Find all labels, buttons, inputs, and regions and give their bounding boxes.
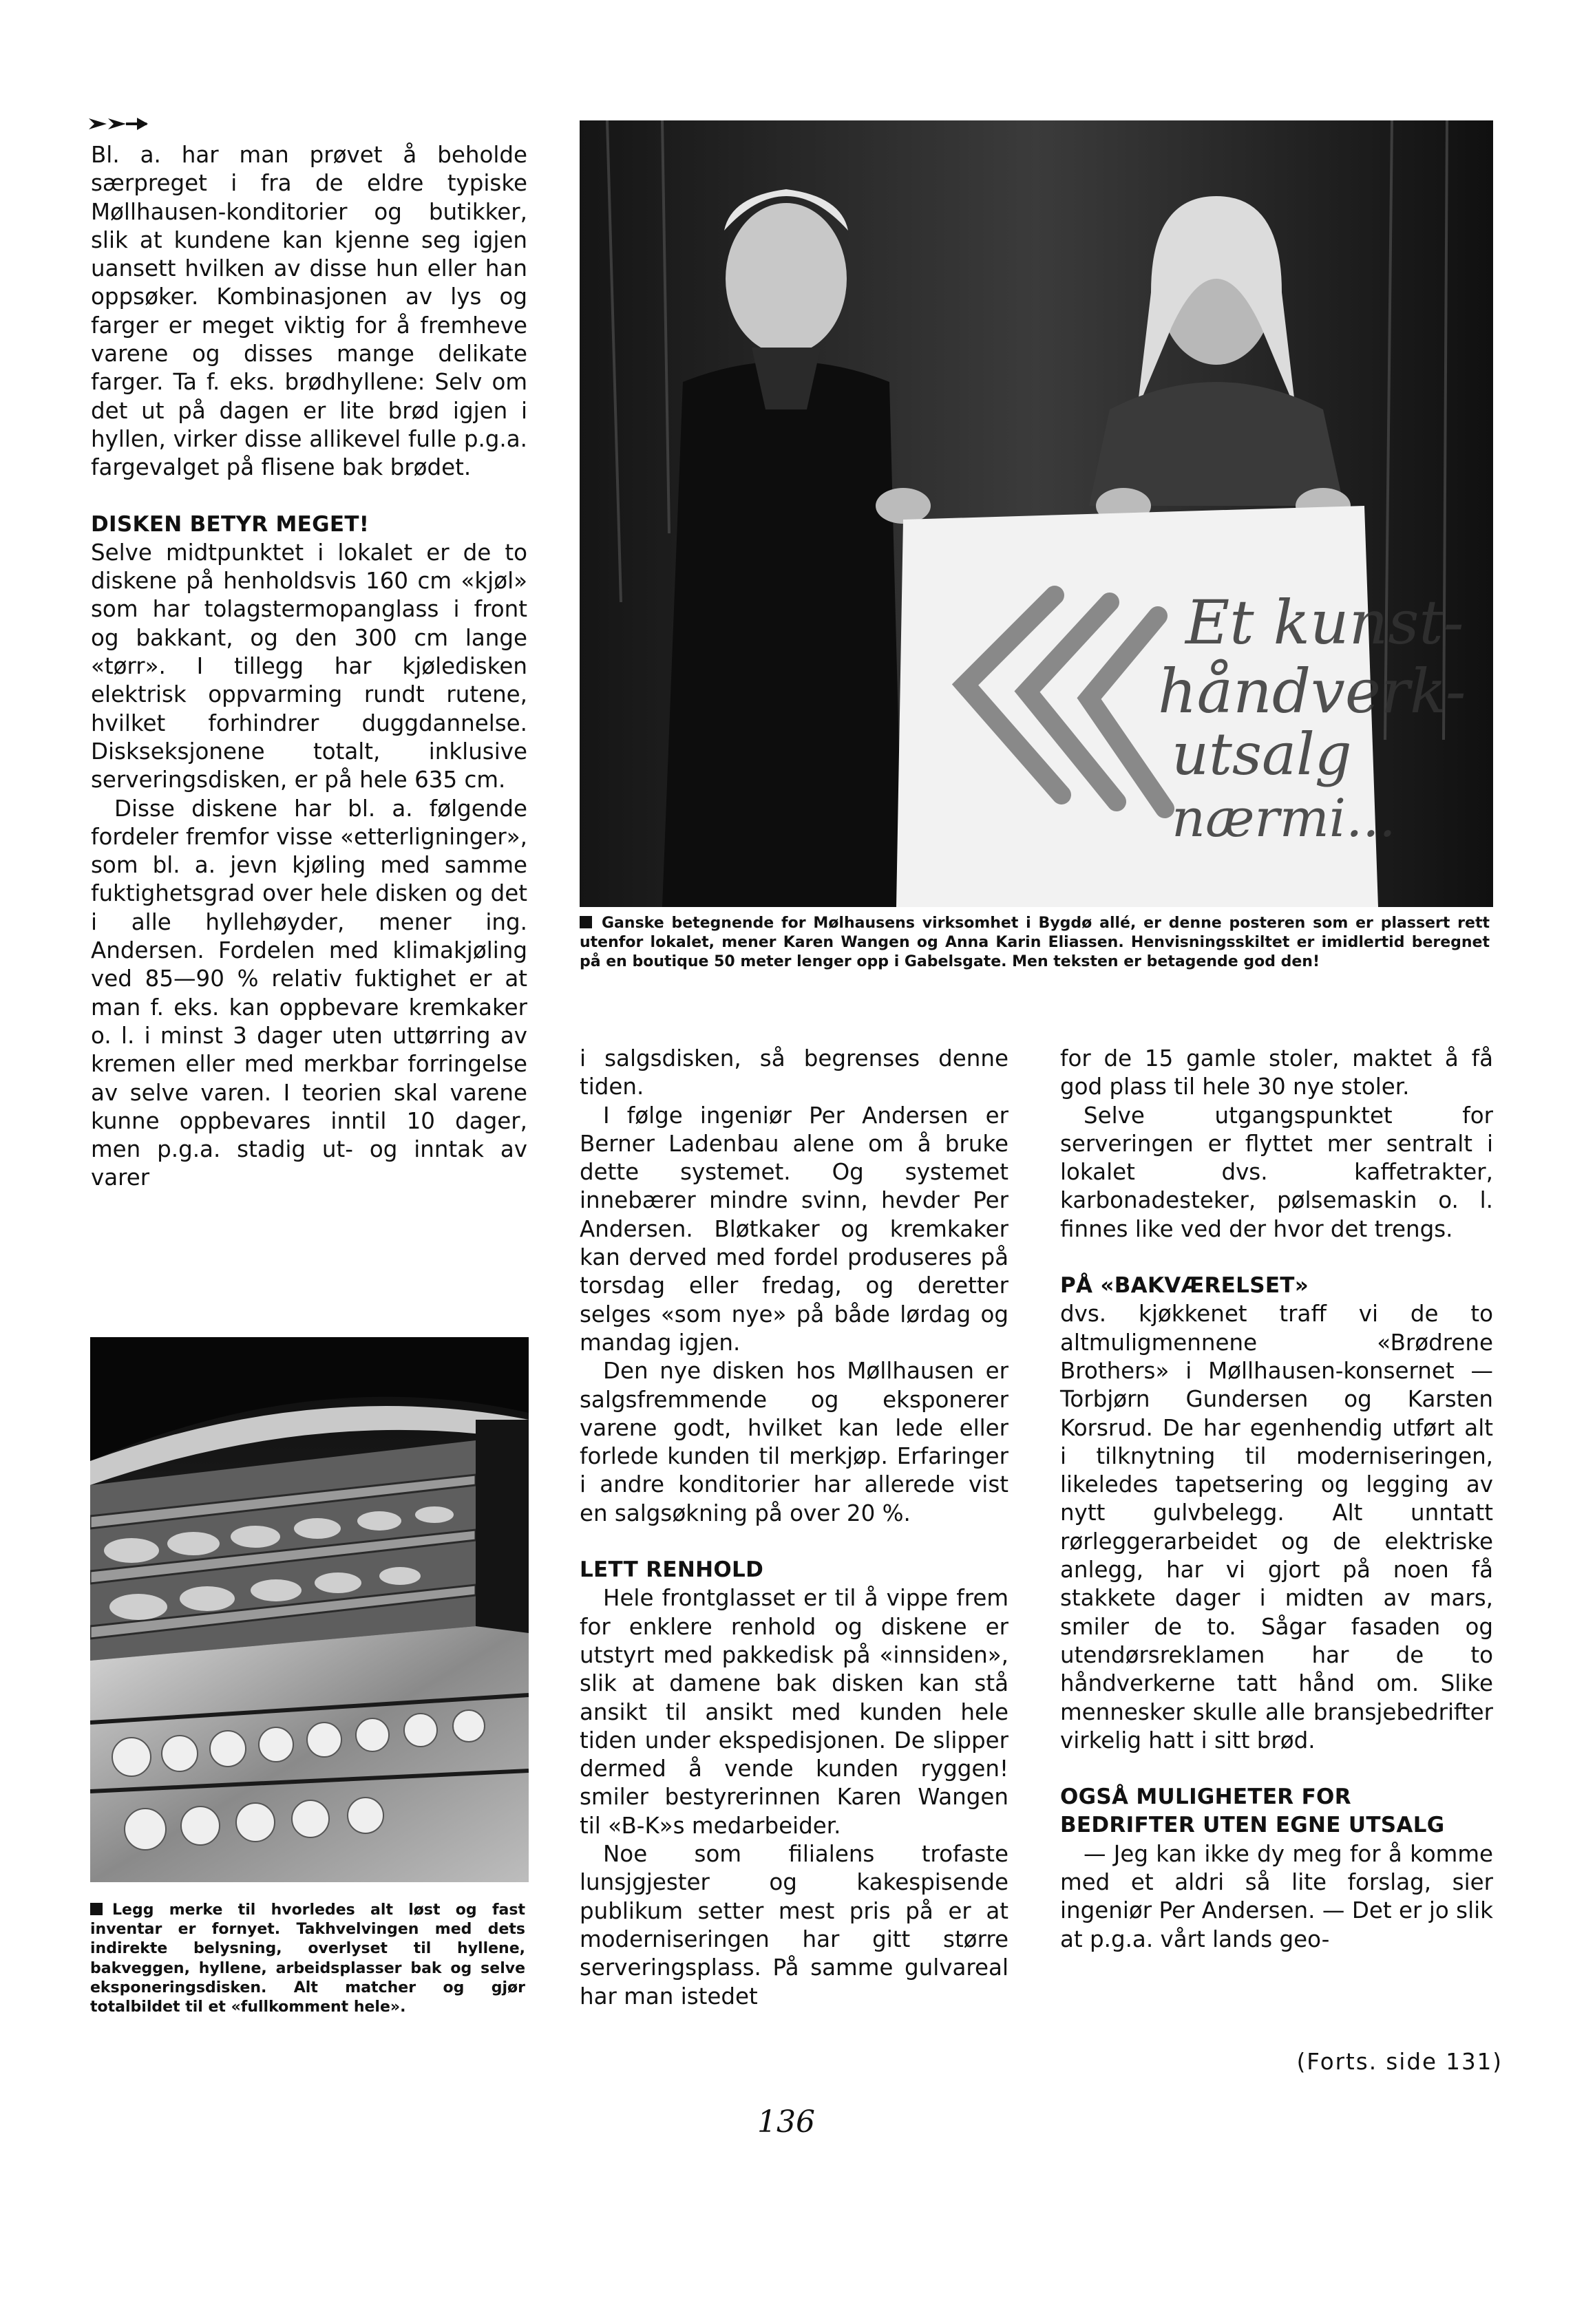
paragraph: dvs. kjøkkenet traff vi de to altmuligmennene «Brødrene Brothers» i Møllhausen-konsernet — Torbjørn Gundersen og Karsten Korsrud. De har egenhendig utført alt i tilknytning til moderniseringen, likeledes tapetsering og legging av nytt gulvbelegg. Alt unntatt rørleggerarbeidet og de elektriske anlegg, har vi gjort på noen få stakkete dager i midten av mars, smiler de to. Sågar fasaden og utendørsreklamen har de to håndverkerne tatt hånd om. Slike mennesker skulle alle bransjebedrifter virkelig hatt i sitt brød.: [1060, 1301, 1493, 1753]
caption-bullet-icon: [580, 916, 592, 928]
paragraph: i salgsdisken, så begrenses denne tiden.: [580, 1045, 1008, 1100]
paragraph: Disse diskene har bl. a. følgende fordeler fremfor visse «etterligninger», som bl. a. jevn kjøling med samme fuktighetsgrad over hele disken og det i alle hyllehøyder, mener ing. Andersen. Fordelen med klimakjøling ved 85—90 % relativ fuktighet er at man f. eks. kan oppbevare kremkaker o. l. i minst 3 dager uten uttørring av kremen eller med merkbar forringelse av selve varen. I teorien skal varene kunne oppbevares inntil 10 dager, men p.g.a. stadig ut- og inntak av varer: [91, 795, 527, 1191]
page-number: 136: [757, 2104, 815, 2140]
heading-lett-renhold: LETT RENHOLD: [580, 1557, 764, 1583]
poster-text-line: utsalg: [1172, 721, 1352, 788]
heading-bakvaerelset: PÅ «BAKVÆRELSET»: [1060, 1273, 1309, 1299]
caption-poster: [580, 914, 1490, 972]
continued-note: (Forts. side 131): [1296, 2049, 1503, 2075]
caption-text: Legg merke til hvorledes alt løst og fast inventar er fornyet. Takhvelvingen med dets indirekte belysning, overlyset til hyllene, bakveggen, hyllene, arbeidsplasser bak og selve eksponeringsdisken. Alt matcher og gjør totalbildet til et «fullkomment hele».: [90, 1901, 525, 2016]
paragraph: Selve midtpunktet i lokalet er de to diskene på henholdsvis 160 cm «kjøl» som har tolagstermopanglass i front og bakkant, og den 300 cm lange «tørr». I tillegg har kjøledisken elektrisk oppvarming rundt rutene, hvilket forhindrer duggdannelse. Diskseksjonene totalt, inklusive serveringsdisken, er på hele 635 cm.: [91, 539, 527, 793]
caption-bakery-counter: [90, 1901, 525, 2017]
heading-disken-betyr-meget: DISKEN BETYR MEGET!: [91, 511, 370, 537]
column-middle: [580, 1045, 1008, 2011]
paragraph: I følge ingeniør Per Andersen er Berner Ladenbau alene om å bruke dette systemet. Og systemet innebærer mindre svinn, hevder Per Andersen. Bløtkaker og kremkaker kan derved med fordel produseres på torsdag eller fredag, og deretter selges «som nye» på både lørdag og mandag igjen.: [580, 1102, 1008, 1356]
photo-women-with-poster: [580, 120, 1493, 907]
paragraph: — Jeg kan ikke dy meg for å komme med et aldri så lite forslag, sier ingeniør Per Andersen. — Det er jo slik at p.g.a. vårt lands geo-: [1060, 1840, 1493, 1952]
caption-bullet-icon: [90, 1903, 103, 1915]
poster-text-line: Et kunst-: [1185, 587, 1464, 658]
photo-bakery-counter: [90, 1337, 529, 1882]
paragraph: Hele frontglasset er til å vippe frem for enklere renhold og diskene er utstyrt med pakkedisk på «innsiden», slik at damene bak disken kan stå ansikt til ansikt med kunden hele tiden under ekspedisjonen. De slipper dermed å vende kunden ryggen! smiler bestyrerinnen Karen Wangen til «B-K»s medarbeider.: [580, 1585, 1008, 1839]
poster-text-line: nærmi...: [1172, 787, 1396, 849]
poster-text-line: håndverk-: [1158, 656, 1466, 727]
paragraph: for de 15 gamle stoler, maktet å få god plass til hele 30 nye stoler.: [1060, 1045, 1493, 1100]
heading-ogsa-muligheter: OGSÅ MULIGHETER FOR BEDRIFTER UTEN EGNE UTSALG: [1060, 1784, 1445, 1838]
continuation-arrow-icon: [87, 115, 149, 133]
column-left: [91, 141, 527, 1193]
column-right: [1060, 1045, 1493, 1954]
paragraph: Den nye disken hos Møllhausen er salgsfremmende og eksponerer varene godt, hvilket kan lede eller forlede kunden til merkjøp. Erfaringer i andre konditorier har allerede vist en salgsøkning på over 20 %.: [580, 1358, 1008, 1526]
paragraph: Noe som filialens trofaste lunsjgjester og kakespisende publikum setter mest pris på er at moderniseringen har gitt større serveringsplass. På samme gulvareal har man istedet: [580, 1841, 1008, 2009]
caption-text: Ganske betegnende for Mølhausens virksomhet i Bygdø allé, er denne posteren som er plassert rett utenfor lokalet, mener Karen Wangen og Anna Karin Eliassen. Henvisningsskiltet er imidlertid beregnet på en boutique 50 meter lenger opp i Gabelsgate. Men teksten er betagende god den!: [580, 915, 1490, 971]
intro-paragraph: Bl. a. har man prøvet å beholde særpreget i fra de eldre typiske Møllhausen-konditorier og butikker, slik at kundene kan kjenne seg igjen uansett hvilken av disse hun eller han oppsøker. Kombinasjonen av lys og farger er meget viktig for å fremheve varene og disses mange delikate farger. Ta f. eks. brødhyllene: Selv om det ut på dagen er lite brød igjen i hyllen, virker disse allikevel fulle p.g.a. fargevalget på flisene bak brødet.: [91, 142, 527, 481]
paragraph: Selve utgangspunktet for serveringen er flyttet mer sentralt i lokalet dvs. kaffetrakter, karbonadesteker, pølsemaskin o. l. finnes like ved der hvor det trengs.: [1060, 1102, 1493, 1242]
